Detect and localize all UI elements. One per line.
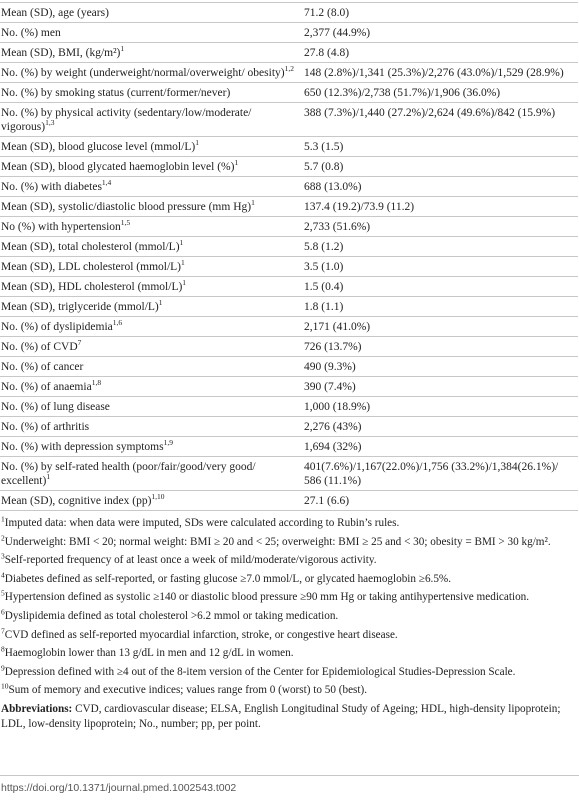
footnote-ref: 1	[181, 258, 185, 268]
footnote-ref: 1	[46, 472, 51, 482]
table-row	[0, 457, 578, 491]
footnote-mark: 9	[1, 663, 5, 673]
row-label: Mean (SD), HDL cholesterol (mmol/L)	[1, 281, 183, 293]
footnote-mark: 8	[1, 644, 5, 654]
table-row	[0, 397, 578, 417]
footer-divider	[0, 775, 579, 776]
row-label-cell	[0, 397, 300, 417]
table-row	[0, 417, 578, 437]
footnote	[1, 683, 571, 698]
table-row	[0, 377, 578, 397]
footnote-ref: 1	[195, 138, 199, 148]
row-value: 390 (7.4%)	[300, 377, 578, 397]
footnote-mark: 3	[1, 551, 5, 561]
table-row	[0, 337, 578, 357]
row-label: No. (%) of cancer	[1, 361, 84, 373]
row-label: Mean (SD), BMI, (kg/m²)	[1, 47, 121, 59]
table-row	[0, 257, 578, 277]
footnote-text: Underweight: BMI < 20; normal weight: BMI ≥ 20 and < 25; overweight: BMI ≥ 25 and < 30; obesity = BMI > 30 kg/m².	[4, 535, 551, 548]
footnote-list	[1, 516, 571, 698]
row-label: Mean (SD), total cholesterol (mmol/L)	[1, 241, 180, 253]
footnote-ref: 1,9	[163, 438, 173, 448]
footnote-ref: 1,3	[45, 118, 55, 128]
row-label: No. (%) of dyslipidemia	[1, 321, 113, 333]
footnote-text: Hypertension defined as systolic ≥140 or diastolic blood pressure ≥90 mm Hg or taking antihypertensive medication.	[4, 591, 530, 604]
footnote	[1, 646, 571, 661]
table-row	[0, 217, 578, 237]
footnote	[1, 609, 571, 624]
table-row	[0, 43, 578, 63]
row-label: Mean (SD), systolic/diastolic blood pressure (mm Hg)	[1, 201, 252, 213]
table-row	[0, 177, 578, 197]
table-row	[0, 357, 578, 377]
row-label-cell	[0, 63, 300, 83]
row-value: 3.5 (1.0)	[300, 257, 578, 277]
row-label: No. (%) of arthritis	[1, 421, 90, 433]
row-label-cell	[0, 437, 300, 457]
footnote-mark: 7	[1, 625, 5, 635]
row-label: No. (%) by self-rated health (poor/fair/good/very good/ excellent)	[1, 461, 256, 487]
footnote-text: Dyslipidemia defined as total cholesterol >6.2 mmol or taking medication.	[4, 609, 339, 622]
table-row	[0, 237, 578, 257]
footnote-text: Imputed data: when data were imputed, SDs were calculated according to Rubin’s rules.	[4, 517, 400, 529]
row-label: No. (%) of CVD	[1, 341, 78, 353]
table-footnotes	[1, 516, 571, 736]
row-label-cell	[0, 3, 300, 23]
abbreviations-text: CVD, cardiovascular disease; ELSA, English Longitudinal Study of Ageing; HDL, high-density lipoprotein; LDL, low-density lipoprotein; No., number; pp, per point.	[1, 702, 561, 730]
row-label-cell	[0, 377, 300, 397]
row-value: 1.5 (0.4)	[300, 277, 578, 297]
footnote-ref: 1	[234, 158, 239, 168]
footnote-ref: 1	[120, 44, 125, 54]
footnote	[1, 516, 571, 531]
row-label: Mean (SD), age (years)	[1, 7, 109, 19]
table-row	[0, 197, 578, 217]
table-row	[0, 297, 578, 317]
characteristics-table	[0, 2, 578, 511]
row-label-cell	[0, 23, 300, 43]
row-value: 27.8 (4.8)	[300, 43, 578, 63]
footnote-ref: 1,5	[120, 218, 131, 228]
row-label: Mean (SD), LDL cholesterol (mmol/L)	[1, 261, 182, 273]
footnote-mark: 4	[1, 570, 5, 580]
row-value: 650 (12.3%)/2,738 (51.7%)/1,906 (36.0%)	[300, 83, 578, 103]
row-label: No. (%) men	[1, 27, 61, 39]
row-label: No (%) with hypertension	[1, 221, 121, 233]
row-label-cell	[0, 257, 300, 277]
table-row	[0, 277, 578, 297]
row-label-cell	[0, 297, 300, 317]
row-value: 5.7 (0.8)	[300, 157, 578, 177]
footnote	[1, 553, 571, 568]
table-row	[0, 3, 578, 23]
footnote-ref: 1,10	[151, 492, 165, 502]
table-body	[0, 3, 578, 511]
row-value: 5.8 (1.2)	[300, 237, 578, 257]
footnote	[1, 532, 571, 550]
table-row	[0, 103, 578, 137]
footnote-mark: 10	[1, 681, 9, 691]
row-value: 688 (13.0%)	[300, 177, 578, 197]
row-value: 27.1 (6.6)	[300, 491, 578, 511]
row-value: 2,377 (44.9%)	[300, 23, 578, 43]
row-label: No. (%) by physical activity (sedentary/low/moderate/ vigorous)	[1, 107, 252, 133]
row-value: 1,694 (32%)	[300, 437, 578, 457]
footnote-ref: 1,2	[284, 64, 294, 74]
table-row	[0, 23, 578, 43]
row-label-cell	[0, 43, 300, 63]
table-row	[0, 63, 578, 83]
row-label-cell	[0, 197, 300, 217]
footnote-ref: 1	[182, 278, 187, 288]
footnote	[1, 625, 571, 643]
row-label: No. (%) of anaemia	[1, 381, 92, 393]
row-label-cell	[0, 337, 300, 357]
row-label-cell	[0, 83, 300, 103]
row-label-cell	[0, 237, 300, 257]
row-label: No. (%) with diabetes	[1, 181, 102, 193]
row-value: 137.4 (19.2)/73.9 (11.2)	[300, 197, 578, 217]
row-value: 490 (9.3%)	[300, 357, 578, 377]
row-label-cell	[0, 457, 300, 491]
row-label: No. (%) of lung disease	[1, 401, 110, 413]
row-value: 388 (7.3%)/1,440 (27.2%)/2,624 (49.6%)/842 (15.9%)	[300, 103, 578, 137]
row-value: 71.2 (8.0)	[300, 3, 578, 23]
row-label-cell	[0, 103, 300, 137]
table-row	[0, 491, 578, 511]
table-row	[0, 83, 578, 103]
row-label: Mean (SD), triglyceride (mmol/L)	[1, 301, 159, 313]
row-value: 148 (2.8%)/1,341 (25.3%)/2,276 (43.0%)/1,529 (28.9%)	[300, 63, 578, 83]
footnote-text: Sum of memory and executive indices; values range from 0 (worst) to 50 (best).	[8, 684, 368, 697]
footnote-ref: 7	[77, 338, 82, 348]
footnote-text: CVD defined as self-reported myocardial infarction, stroke, or congestive heart disease.	[4, 628, 398, 641]
footnote-text: Haemoglobin lower than 13 g/dL in men and 12 g/dL in women.	[4, 647, 294, 660]
row-value: 1,000 (18.9%)	[300, 397, 578, 417]
row-label: No. (%) with depression symptoms	[1, 441, 164, 453]
footnote-mark: 2	[1, 532, 5, 542]
footnote-mark: 6	[1, 607, 5, 617]
row-value: 5.3 (1.5)	[300, 137, 578, 157]
row-label-cell	[0, 357, 300, 377]
footnote	[1, 590, 571, 605]
row-label: Mean (SD), blood glycated haemoglobin level (%)	[1, 161, 235, 173]
table-row	[0, 317, 578, 337]
row-label: No. (%) by smoking status (current/former/never)	[1, 87, 231, 99]
row-label: No. (%) by weight (underweight/normal/overweight/ obesity)	[1, 67, 285, 79]
footnote	[1, 665, 571, 680]
footnote-ref: 1	[251, 198, 255, 208]
footnote-ref: 1,4	[101, 178, 112, 188]
row-value: 726 (13.7%)	[300, 337, 578, 357]
abbreviations-note	[1, 702, 571, 732]
row-label: Mean (SD), cognitive index (pp)	[1, 495, 152, 507]
row-value: 401(7.6%)/1,167(22.0%)/1,756 (33.2%)/1,384(26.1%)/ 586 (11.1%)	[300, 457, 578, 491]
row-value: 2,171 (41.0%)	[300, 317, 578, 337]
row-label-cell	[0, 277, 300, 297]
row-label: Mean (SD), blood glucose level (mmol/L)	[1, 141, 196, 153]
row-label-cell	[0, 177, 300, 197]
footnote-mark: 5	[1, 588, 5, 598]
row-value: 1.8 (1.1)	[300, 297, 578, 317]
table-row	[0, 157, 578, 177]
row-label-cell	[0, 317, 300, 337]
row-label-cell	[0, 217, 300, 237]
footnote-ref: 1,6	[112, 318, 123, 328]
footnote-text: Diabetes defined as self-reported, or fasting glucose ≥7.0 mmol/L, or glycated haemoglobin ≥6.5%.	[4, 572, 452, 585]
footnote-text: Depression defined with ≥4 out of the 8-item version of the Center for Epidemiological Studies-Depression Scale.	[4, 665, 516, 678]
row-label-cell	[0, 417, 300, 437]
table-row	[0, 437, 578, 457]
row-label-cell	[0, 491, 300, 511]
abbreviations-label: Abbreviations:	[1, 702, 73, 715]
row-value: 2,733 (51.6%)	[300, 217, 578, 237]
footnote-text: Self-reported frequency of at least once a week of mild/moderate/vigorous activity.	[4, 554, 377, 567]
footnote	[1, 572, 571, 587]
footnote-ref: 1,8	[91, 378, 102, 388]
footnote-mark: 1	[1, 514, 5, 524]
footnote-ref: 1	[179, 238, 184, 248]
row-value: 2,276 (43%)	[300, 417, 578, 437]
footnote-ref: 1	[158, 298, 163, 308]
doi-link[interactable]: https://doi.org/10.1371/journal.pmed.1002543.t002	[1, 782, 237, 794]
row-label-cell	[0, 157, 300, 177]
row-label-cell	[0, 137, 300, 157]
table-row	[0, 137, 578, 157]
